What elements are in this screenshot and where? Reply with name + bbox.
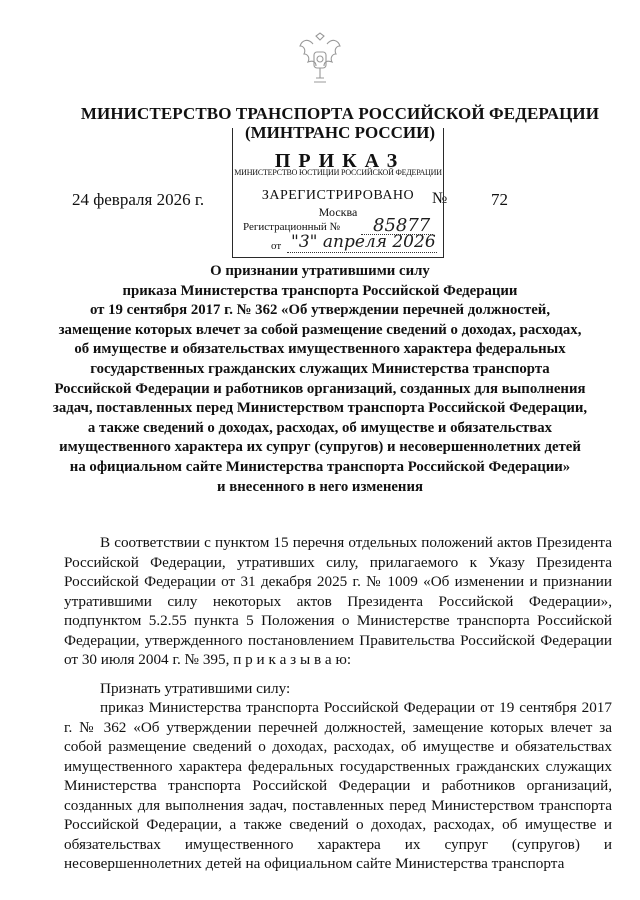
ministry-name: МИНИСТЕРСТВО ТРАНСПОРТА РОССИЙСКОЙ ФЕДЕРАЦИИ [80, 104, 600, 123]
stamp-registration-label: Регистрационный № [243, 221, 341, 233]
stamp-registration-number: 85877 [373, 215, 431, 236]
order-date: 24 февраля 2026 г. [72, 190, 205, 209]
body-paragraph-repealed-order: приказ Министерства транспорта Российской Федерации от 19 сентября 2017 г. № 362 «Об утверждении перечней должностей, замещение которых влечет за собой размещение сведений о доходах, расходах, об имуществе и обязательствах имущественного характера федеральных государственных гражданских служащих Министерства транспорта Российской Федерации и работников организаций, созданных для выполнения задач, поставленных перед Министерством транспорта Российской Федерации, а также сведений о доходах, расходах, об имуществе и обязательствах имущественного характера их супруг (супругов) и несовершеннолетних детей на официальном сайте Министерства транспорта [64, 699, 612, 873]
order-number: 72 [491, 190, 508, 209]
title-line: Российской Федерации и работников организаций, созданных для выполнения [54, 380, 586, 397]
stamp-registered: ЗАРЕГИСТРИРОВАНО [261, 188, 415, 203]
title-line: об имуществе и обязательствах имущественного характера федеральных [74, 341, 566, 358]
body-paragraph-preamble: В соответствии с пунктом 15 перечня отдельных положений актов Президента Российской Федерации, утративших силу, прилагаемого к Указу Президента Российской Федерации от 31 декабря 2025 г. № 1009 «Об изменении и признании утратившими силу некоторых актов Президента Российской Федерации», подпунктом 5.2.55 пункта 5 Положения о Министерстве транспорта Российской Федерации, утвержденного постановлением Правительства Российской Федерации от 30 июля 2004 г. № 395, п р и к а з ы в а ю: [64, 534, 612, 669]
order-title [50, 262, 590, 497]
ministry-short-name: (МИНТРАНС РОССИИ) [244, 123, 436, 142]
stamp-city: Москва [318, 205, 358, 219]
document-type: ПРИКАЗ [274, 150, 406, 172]
stamp-date-prefix: от [271, 240, 282, 252]
stamp-authority: МИНИСТЕРСТВО ЮСТИЦИИ РОССИЙСКОЙ ФЕДЕРАЦИИ [234, 168, 442, 177]
title-line: на официальном сайте Министерства транспорта Российской Федерации» [69, 458, 571, 475]
title-line: задач, поставленных перед Министерством транспорта Российской Федерации, [52, 400, 588, 417]
title-line: а также сведений о доходах, расходах, об имуществе и обязательствах [87, 419, 553, 436]
title-line: государственных гражданских служащих Министерства транспорта [90, 360, 550, 377]
title-line: О признании утратившими силу [210, 263, 430, 279]
stamp-date-underline [287, 252, 437, 253]
body-paragraph-decision: Признать утратившими силу: [100, 680, 291, 698]
title-line: замещение которых влечет за собой размещение сведений о доходах, расходах, [58, 321, 582, 338]
stamp-registration-date: "3" апреля 2026 [291, 232, 436, 252]
number-sign: № [432, 190, 448, 207]
title-line: приказа Министерства транспорта Российской Федерации [122, 282, 518, 299]
title-line: и внесенного в него изменения [217, 478, 423, 495]
title-line: от 19 сентября 2017 г. № 362 «Об утверждении перечней должностей, [89, 302, 551, 319]
title-line: имущественного характера их супруг (супругов) и несовершеннолетних детей [59, 439, 581, 456]
state-emblem-icon [296, 32, 344, 88]
registration-stamp [232, 128, 444, 258]
